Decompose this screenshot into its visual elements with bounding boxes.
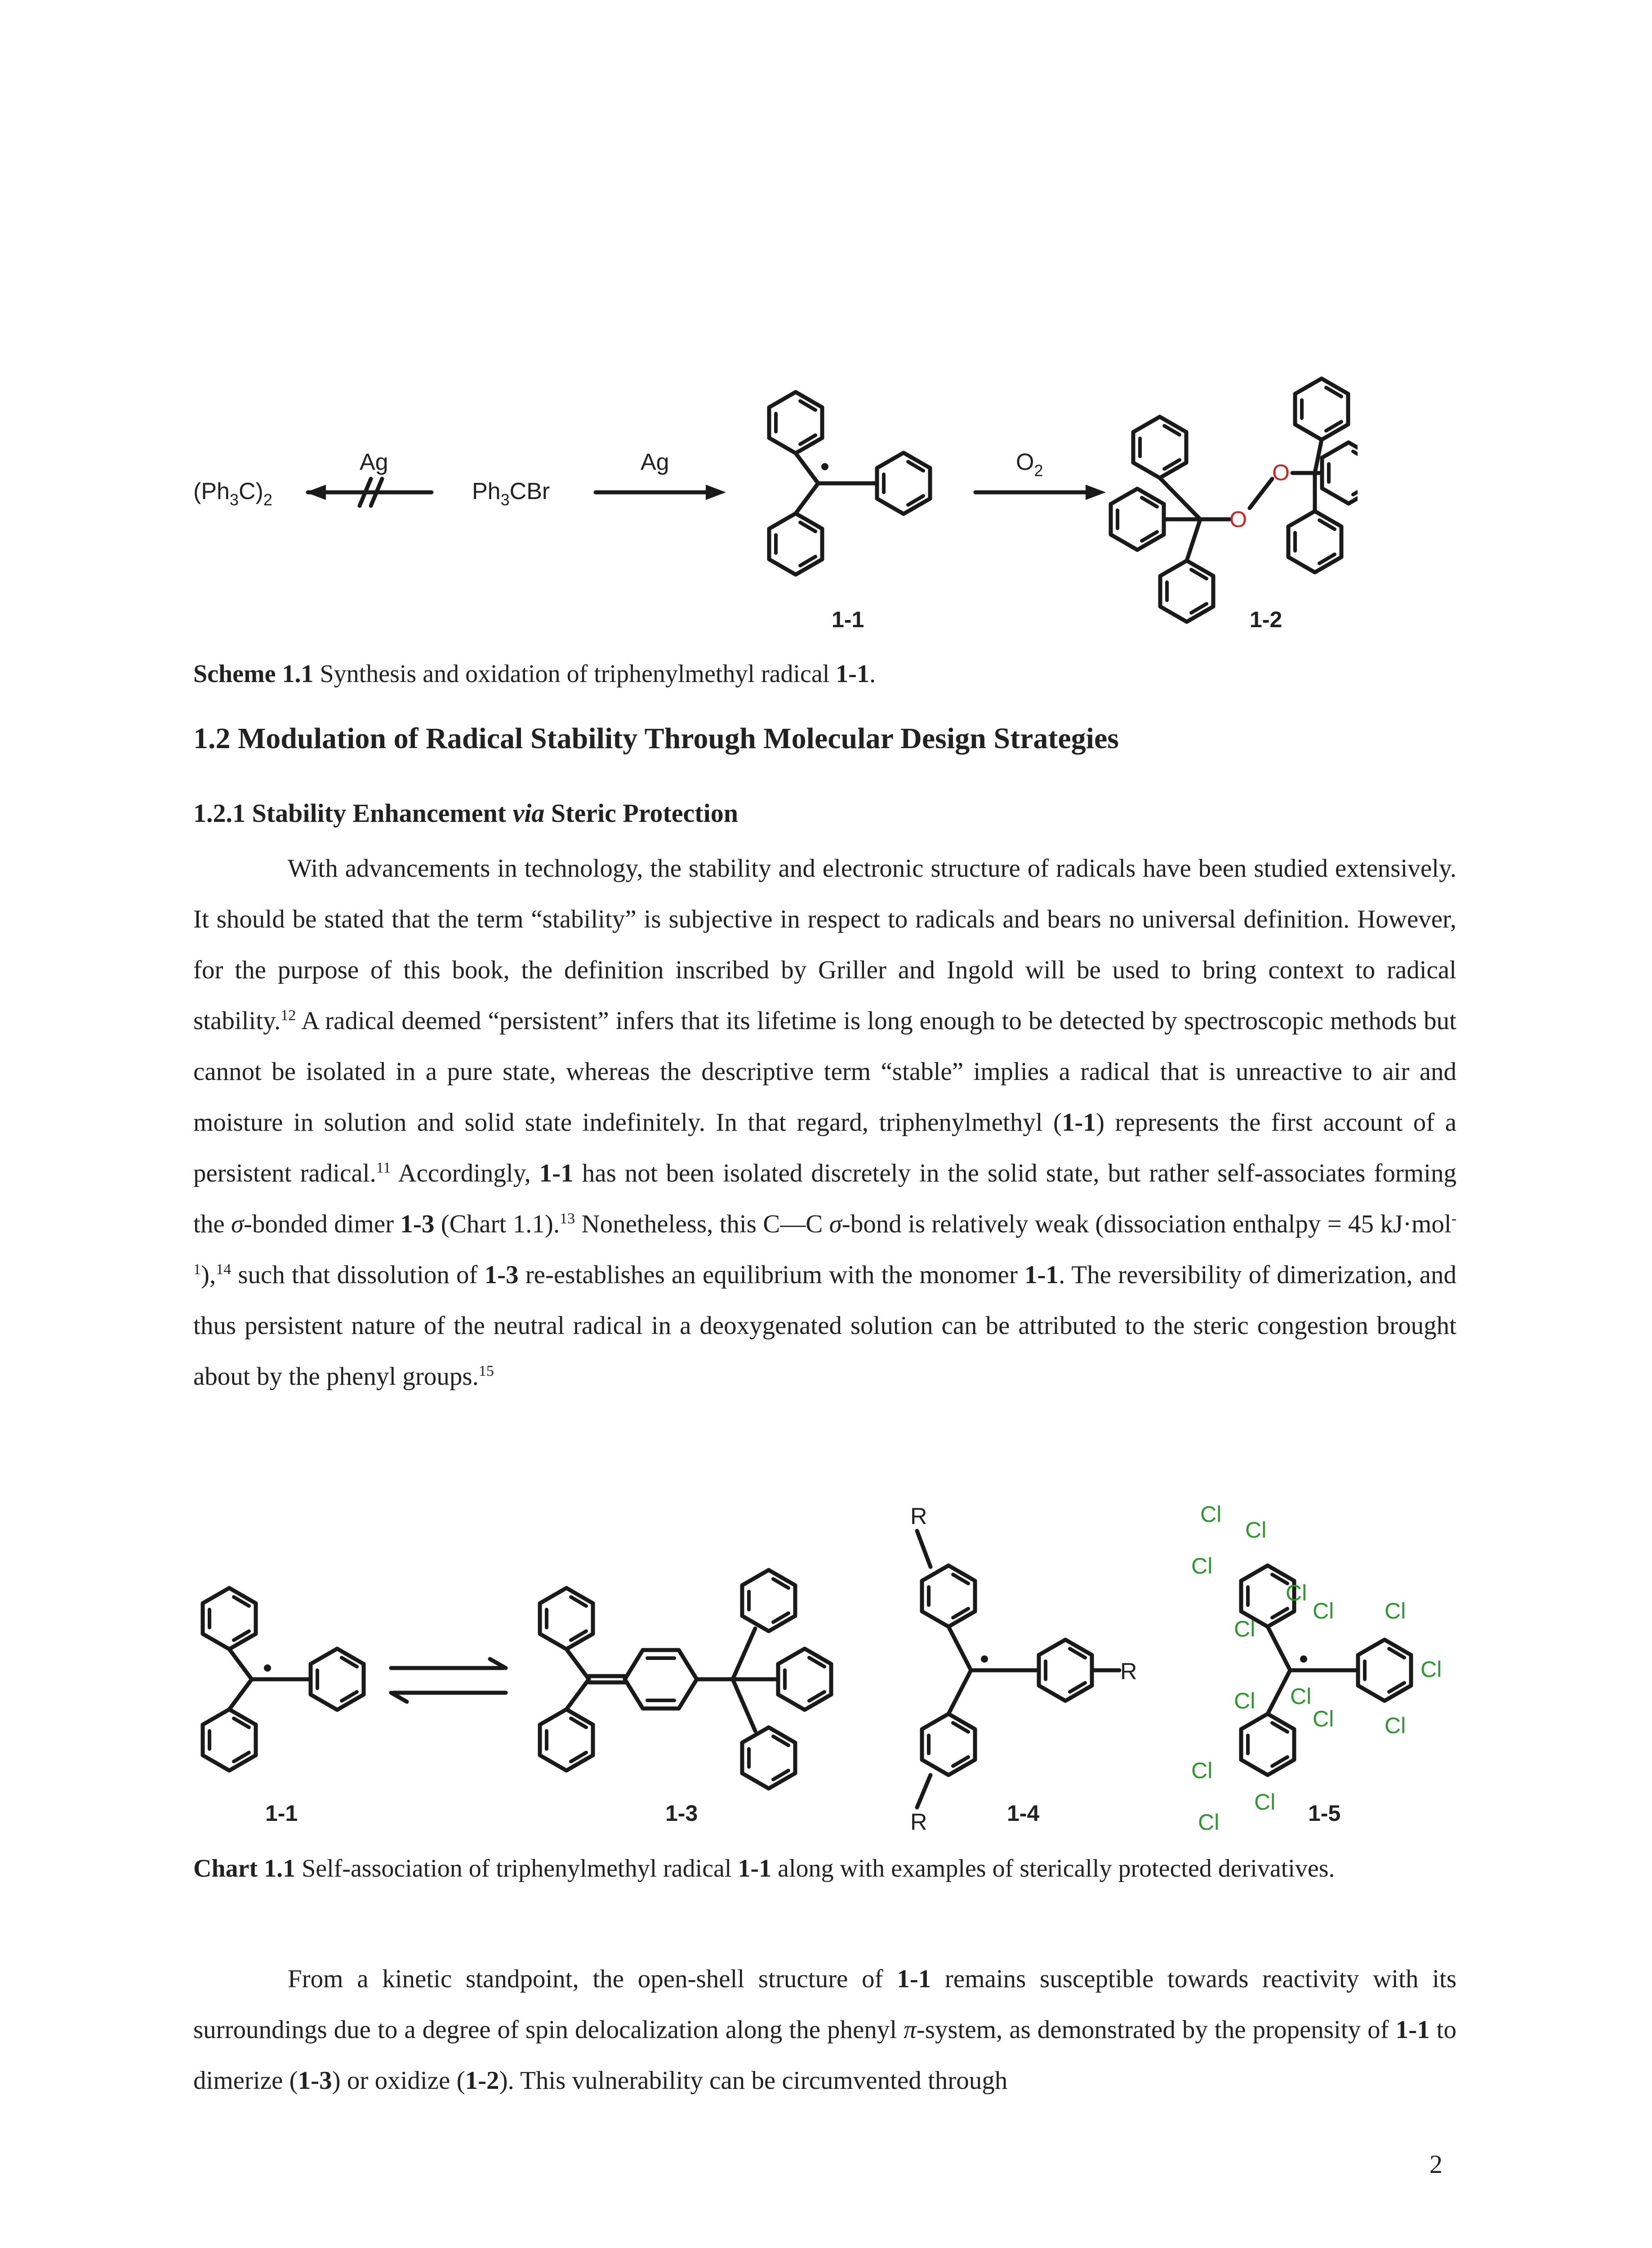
svg-text:Cl: Cl [1245, 1517, 1267, 1543]
chart-label-1-1: 1-1 [265, 1801, 298, 1826]
reagent-ag-1: Ag [360, 449, 388, 475]
radical-1-1-structure [769, 392, 930, 575]
subsection-heading: 1.2.1 Stability Enhancement via Steric Protection [193, 798, 738, 828]
chart-derivative-1-4 [910, 1503, 1137, 1830]
chart-caption-prefix: Chart 1.1 [193, 1855, 296, 1882]
chart-1-1-figure [171, 1488, 1483, 1830]
svg-text:R: R [910, 1809, 927, 1830]
svg-text:Cl: Cl [1191, 1553, 1213, 1579]
chart-label-1-5: 1-5 [1308, 1801, 1341, 1826]
svg-text:Cl: Cl [1385, 1598, 1406, 1624]
chart-derivative-1-5 [1191, 1502, 1442, 1830]
paragraph-1: With advancements in technology, the stability and electronic structure of radicals have been studied extensively. It should be stated that the term “stability” is subjective in respect to radicals and bears no universal definition. However, for the purpose of this book, the definition inscribed by Griller and Ingold will be used to bring context to radical stability.$^{12}$ A radical deemed “persistent” infers that its lifetime is long enough to be detected by spectroscopic methods but cannot be isolated in a pure state, whereas the descriptive term “stable” implies a radical that is unreactive to air and moisture in solution and solid state indefinitely. In that regard, triphenylmethyl (1-1) represents the first account of a persistent radical.$^{11}$ Accordingly, 1-1 has not been isolated discretely in the solid state, but rather self-associates forming the σ-bonded dimer 1-3 (Chart 1.1).$^{13}$ Nonetheless, this C—C σ-bond is relatively weak (dissociation enthalpy = 45 kJ·mol$^{-1}$),$^{14}$ such that dissolution of 1-3 re-establishes an equilibrium with the monomer 1-1. The reversibility of dimerization, and thus persistent nature of the neutral radical in a deoxygenated solution can be attributed to the steric congestion brought about by the phenyl groups.$^{15}$ [193, 854, 1457, 1391]
svg-text:Cl: Cl [1385, 1713, 1406, 1738]
paragraph-2: From a kinetic standpoint, the open-shell structure of 1-1 remains susceptible towards reactivity with its surroundings due to a degree of spin delocalization along the phenyl π-system, as demonstrated by the propensity of 1-1 to dimerize (1-3) or oxidize (1-2). This vulnerability can be circumvented through [193, 1965, 1456, 2095]
svg-text:Cl: Cl [1200, 1502, 1222, 1527]
scheme-1-1-figure [171, 369, 1358, 647]
reagent-ag-2: Ag [641, 449, 669, 475]
svg-text:R: R [1120, 1659, 1137, 1685]
section-heading: 1.2 Modulation of Radical Stability Through Molecular Design Strategies [193, 722, 1119, 755]
chart-caption: Chart 1.1 Self-association of triphenylmethyl radical 1-1 along with examples of sterically protected derivatives. [193, 1855, 1335, 1882]
oxygen-atom-2: O [1272, 460, 1290, 485]
scheme-label-1-1: 1-1 [832, 607, 864, 632]
svg-text:Cl: Cl [1198, 1810, 1220, 1830]
reactant-bromide-label: $Ph_3CBr$ [472, 478, 550, 509]
scheme-label-1-2: 1-2 [1250, 607, 1282, 632]
svg-text:Cl: Cl [1290, 1684, 1312, 1709]
svg-text:Cl: Cl [1234, 1688, 1256, 1713]
svg-text:R: R [910, 1503, 927, 1530]
oxygen-atom-1: O [1229, 507, 1247, 532]
chart-label-1-3: 1-3 [665, 1801, 698, 1826]
svg-text:Cl: Cl [1234, 1616, 1256, 1641]
equilibrium-arrows [391, 1659, 506, 1702]
reagent-o2: $O_2$ [1016, 449, 1043, 480]
chart-label-1-4: 1-4 [1007, 1801, 1040, 1826]
chart-radical-1-1 [203, 1588, 364, 1771]
scheme-caption: Scheme 1.1 Synthesis and oxidation of triphenylmethyl radical 1-1. [193, 660, 876, 688]
page-number: 2 [1429, 2150, 1443, 2179]
peroxide-1-2-structure [1111, 379, 1358, 622]
reactant-dimer-label: $(Ph_3C)_2$ [193, 478, 272, 509]
svg-text:Cl: Cl [1191, 1758, 1213, 1783]
svg-text:Cl: Cl [1286, 1580, 1307, 1606]
chart-dimer-1-3 [540, 1570, 831, 1789]
scheme-caption-prefix: Scheme 1.1 [193, 660, 314, 688]
svg-text:Cl: Cl [1313, 1706, 1334, 1731]
svg-text:Cl: Cl [1254, 1789, 1276, 1815]
svg-text:Cl: Cl [1313, 1598, 1334, 1624]
svg-text:Cl: Cl [1420, 1657, 1442, 1682]
